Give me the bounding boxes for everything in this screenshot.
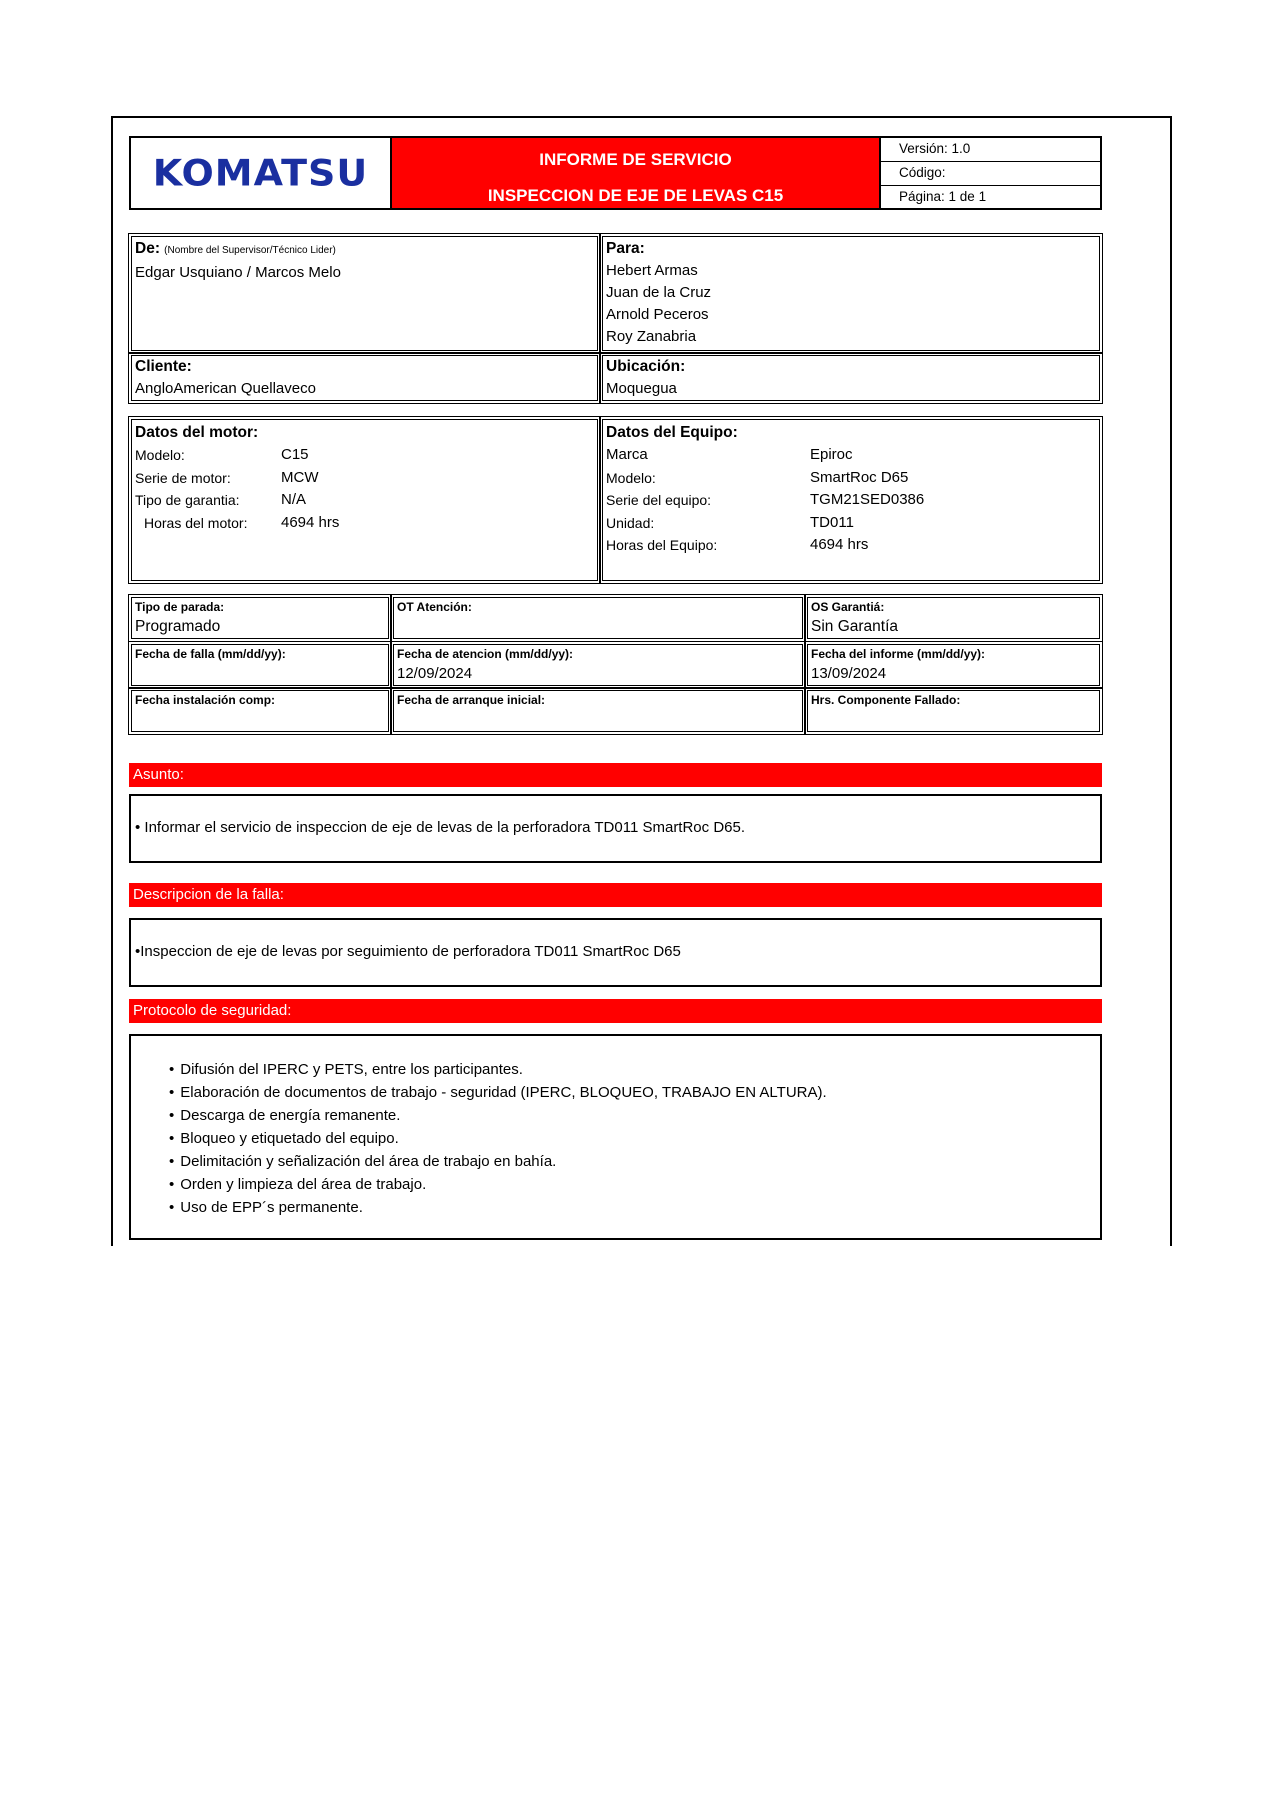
- install-date-cell: [131, 690, 389, 732]
- report-date-cell: [807, 644, 1100, 686]
- failure-date-label: Fecha de falla (mm/dd/yy):: [135, 647, 286, 661]
- list-item: • Elaboración de documentos de trabajo - seguridad (IPERC, BLOQUEO, TRABAJO EN ALTURA).: [169, 1081, 1100, 1104]
- warranty-label: OS Garantiá:: [811, 600, 885, 614]
- from-value: Edgar Usquiano / Marcos Melo: [135, 264, 341, 281]
- report-date-value: 13/09/2024: [811, 665, 887, 682]
- failure-date-cell: [131, 644, 389, 686]
- engine-key: Modelo:: [135, 447, 185, 463]
- report-type: INFORME DE SERVICIO: [539, 150, 732, 169]
- failure-description-text: •Inspeccion de eje de levas por seguimiento de perforadora TD011 SmartRoc D65: [135, 943, 681, 960]
- stop-type-cell: [131, 597, 389, 639]
- subject-text: • Informar el servicio de inspeccion de eje de levas de la perforadora TD011 SmartRoc D65.: [135, 819, 746, 836]
- stop-type-value: Programado: [135, 618, 221, 635]
- attention-date-cell: [393, 644, 803, 686]
- engine-value: 4694 hrs: [281, 513, 340, 531]
- failed-hours-cell: [807, 690, 1100, 732]
- attention-date-label: Fecha de atencion (mm/dd/yy):: [397, 647, 574, 661]
- engine-key: Serie de motor:: [135, 469, 231, 486]
- attention-date-value: 12/09/2024: [397, 665, 473, 682]
- to-label: Para:: [606, 240, 645, 257]
- equipment-key: Serie del equipo:: [606, 492, 712, 508]
- list-item: • Orden y limpieza del área de trabajo.: [169, 1173, 1100, 1196]
- engine-value: C15: [281, 446, 309, 463]
- failed-hours-label: Hrs. Componente Fallado:: [811, 693, 961, 707]
- equipment-key: Modelo:: [606, 469, 656, 486]
- client-section: [131, 355, 598, 401]
- client-value: AngloAmerican Quellaveco: [135, 380, 316, 397]
- equipment-key: Unidad:: [606, 514, 655, 531]
- engine-data-table: [132, 444, 597, 534]
- location-section: [602, 355, 1100, 401]
- list-item: • Delimitación y señalización del área de trabajo en bahía.: [169, 1150, 1100, 1173]
- engine-value: MCW: [281, 468, 319, 486]
- list-item: • Difusión del IPERC y PETS, entre los participantes.: [169, 1058, 1100, 1081]
- engine-data-section: [131, 419, 598, 581]
- subject-header: Asunto:: [129, 763, 1102, 787]
- from-hint: (Nombre del Supervisor/Técnico Lider): [164, 245, 336, 256]
- subject-box: [129, 794, 1102, 863]
- client-label: Cliente:: [135, 358, 192, 375]
- engine-value: N/A: [281, 491, 307, 508]
- to-name: Hebert Armas: [606, 262, 698, 279]
- code-label: Código:: [881, 162, 1100, 186]
- stop-type-label: Tipo de parada:: [135, 600, 225, 614]
- equipment-data-table: [603, 444, 1099, 557]
- komatsu-logo: [129, 136, 390, 210]
- install-date-label: Fecha instalación comp:: [135, 693, 276, 707]
- start-date-cell: [393, 690, 803, 732]
- from-label: De:: [135, 240, 160, 257]
- list-item: • Bloqueo y etiquetado del equipo.: [169, 1127, 1100, 1150]
- page-frame-top: [111, 116, 1172, 118]
- from-section: [131, 236, 598, 351]
- to-name: Juan de la Cruz: [606, 284, 712, 301]
- equipment-value: TGM21SED0386: [810, 491, 925, 508]
- location-label: Ubicación:: [606, 358, 686, 375]
- safety-protocol-header: Protocolo de seguridad:: [129, 999, 1102, 1023]
- start-date-label: Fecha de arranque inicial:: [397, 693, 546, 707]
- to-name: Roy Zanabria: [606, 328, 697, 345]
- document-meta: [881, 136, 1102, 210]
- report-title-block: [390, 136, 881, 210]
- page-label: Página: 1 de 1: [899, 189, 987, 204]
- engine-key: Horas del motor:: [144, 514, 248, 531]
- location-value: Moquegua: [606, 380, 677, 397]
- equipment-key: Marca: [606, 446, 648, 463]
- report-subject: INSPECCION DE EJE DE LEVAS C15: [487, 186, 784, 205]
- to-name: Arnold Peceros: [606, 306, 709, 323]
- equipment-data-label: Datos del Equipo:: [606, 424, 738, 441]
- report-date-label: Fecha del informe (mm/dd/yy):: [811, 647, 986, 661]
- to-section: [602, 236, 1100, 351]
- equipment-data-section: [602, 419, 1100, 581]
- logo-text: KOMATSU: [152, 152, 369, 194]
- safety-protocol-box: [129, 1034, 1102, 1240]
- list-item: • Descarga de energía remanente.: [169, 1104, 1100, 1127]
- equipment-value: 4694 hrs: [810, 536, 869, 553]
- ot-label: OT Atención:: [397, 600, 472, 614]
- list-item: • Uso de EPP´s permanente.: [169, 1196, 1100, 1219]
- safety-protocol-list: [169, 1058, 1100, 1219]
- engine-key: Tipo de garantia:: [135, 492, 240, 508]
- version-label: Versión: 1.0: [881, 138, 1100, 162]
- warranty-value: Sin Garantía: [811, 618, 899, 635]
- equipment-key: Horas del Equipo:: [606, 537, 718, 553]
- equipment-value: Epiroc: [810, 446, 853, 463]
- ot-cell: [393, 597, 803, 639]
- page-frame-left: [111, 116, 113, 1246]
- failure-description-box: [129, 918, 1102, 987]
- warranty-cell: [807, 597, 1100, 639]
- page-frame-right: [1170, 116, 1172, 1246]
- failure-description-header: Descripcion de la falla:: [129, 883, 1102, 907]
- equipment-value: TD011: [810, 513, 854, 531]
- engine-data-label: Datos del motor:: [135, 424, 259, 441]
- equipment-value: SmartRoc D65: [810, 468, 909, 486]
